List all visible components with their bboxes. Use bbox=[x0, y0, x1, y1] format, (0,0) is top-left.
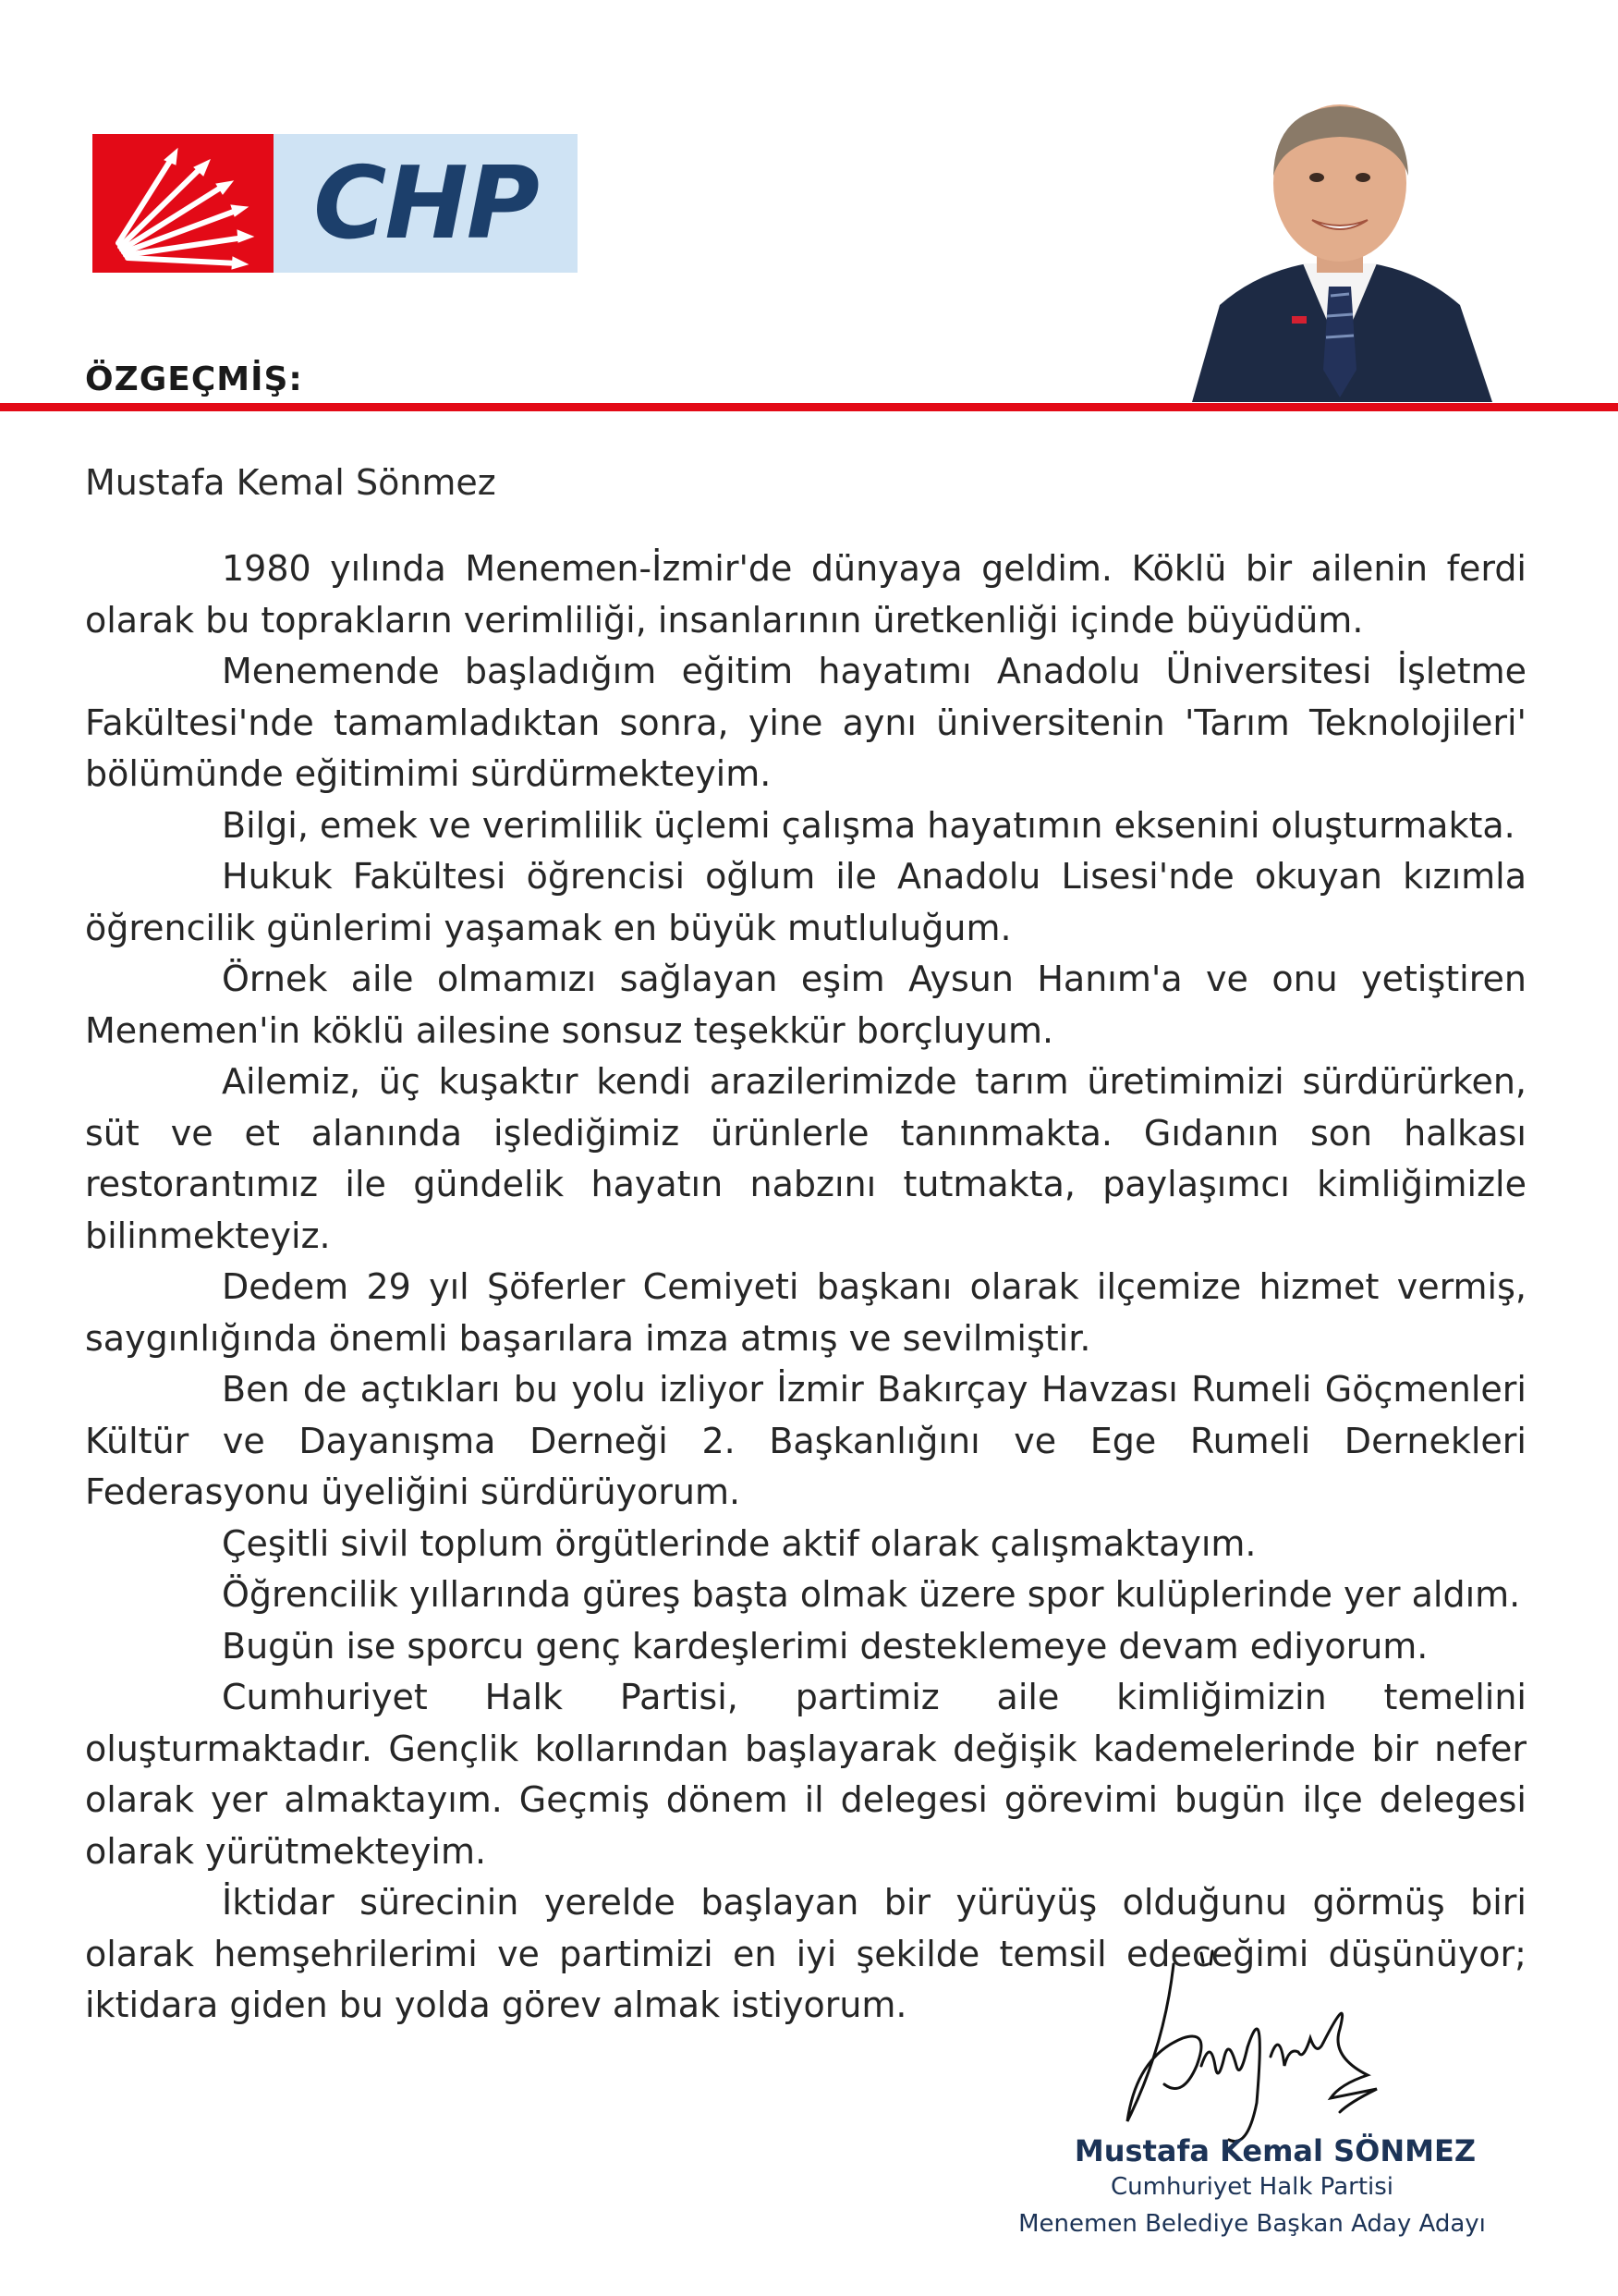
paragraph: Cumhuriyet Halk Partisi, partimiz aile kimliğimizin temelini oluşturmaktadır. Gençlik kollarından başlayarak değişik kademelerinde bir nefer olarak yer almaktayım. Geçmiş dönem il delegesi görevimi bugün ilçe delegesi olarak yürütmekteyim. bbox=[85, 1677, 1527, 1872]
paragraph: Öğrencilik yıllarında güreş başta olmak üzere spor kulüplerinde yer aldım. bbox=[222, 1574, 1521, 1615]
signatory-name: Mustafa Kemal SÖNMEZ bbox=[1074, 2133, 1477, 2168]
paragraph: Örnek aile olmamızı sağlayan eşim Aysun Hanım'a ve onu yetiştiren Menemen'in köklü ailesine sonsuz teşekkür borçluyum. bbox=[85, 959, 1527, 1051]
candidate-portrait bbox=[1155, 74, 1525, 402]
paragraph: Ailemiz, üç kuşaktır kendi arazilerimizde tarım üretimimizi sürdürürken, süt ve et alanında işlediğimiz ürünlerle tanınmakta. Gıdanın son halkası restorantımız ile gündelik hayatın nabzını tutmakta, paylaşımcı kimliğimizle bilinmekteyiz. bbox=[85, 1061, 1527, 1256]
biography-body bbox=[85, 543, 1527, 2032]
person-name: Mustafa Kemal Sönmez bbox=[85, 462, 496, 503]
red-divider bbox=[0, 403, 1618, 411]
signature-block bbox=[1016, 2133, 1488, 2242]
paragraph: Ben de açtıkları bu yolu izliyor İzmir Bakırçay Havzası Rumeli Göçmenleri Kültür ve Dayanışma Derneği 2. Başkanlığını ve Ege Rumeli Dernekleri Federasyonu üyeliğini sürdürüyorum. bbox=[85, 1369, 1527, 1512]
paragraph: Çeşitli sivil toplum örgütlerinde aktif olarak çalışmaktayım. bbox=[222, 1522, 1257, 1564]
paragraph: Bugün ise sporcu genç kardeşlerimi desteklemeye devam ediyorum. bbox=[222, 1625, 1429, 1667]
signatory-title: Menemen Belediye Başkan Aday Adayı bbox=[1018, 2210, 1486, 2238]
paragraph: Dedem 29 yıl Şöferler Cemiyeti başkanı olarak ilçemize hizmet vermiş, saygınlığında önemli başarılara imza atmış ve sevilmiştir. bbox=[85, 1266, 1527, 1359]
paragraph: Hukuk Fakültesi öğrencisi oğlum ile Anadolu Lisesi'nde okuyan kızımla öğrencilik günlerimi yaşamak en büyük mutluluğum. bbox=[85, 856, 1527, 948]
paragraph: Bilgi, emek ve verimlilik üçlemi çalışma hayatımın eksenini oluşturmakta. bbox=[222, 804, 1515, 846]
paragraph: Menemende başladığım eğitim hayatımı Anadolu Üniversitesi İşletme Fakültesi'nde tamamladıktan sonra, yine aynı üniversitenin 'Tarım Teknolojileri' bölümünde eğitimimi sürdürmekteyim. bbox=[85, 651, 1527, 794]
six-arrows-emblem bbox=[92, 134, 274, 273]
signatory-party: Cumhuriyet Halk Partisi bbox=[1110, 2173, 1394, 2201]
paragraph: 1980 yılında Menemen-İzmir'de dünyaya geldim. Köklü bir ailenin ferdi olarak bu toprakların verimliliği, insanlarının üretkenliği içinde büyüdüm. bbox=[85, 548, 1527, 641]
page-title: ÖZGEÇMİŞ: bbox=[85, 360, 303, 398]
paragraph: İktidar sürecinin yerelde başlayan bir yürüyüş olduğunu görmüş biri olarak hemşehrilerimi ve partimizi en iyi şekilde temsil edeceğimi düşünüyor; iktidara giden bu yolda görev almak istiyorum. bbox=[85, 1882, 1527, 2025]
logo-wordmark: CHP bbox=[313, 145, 538, 262]
chp-logo bbox=[92, 134, 578, 273]
